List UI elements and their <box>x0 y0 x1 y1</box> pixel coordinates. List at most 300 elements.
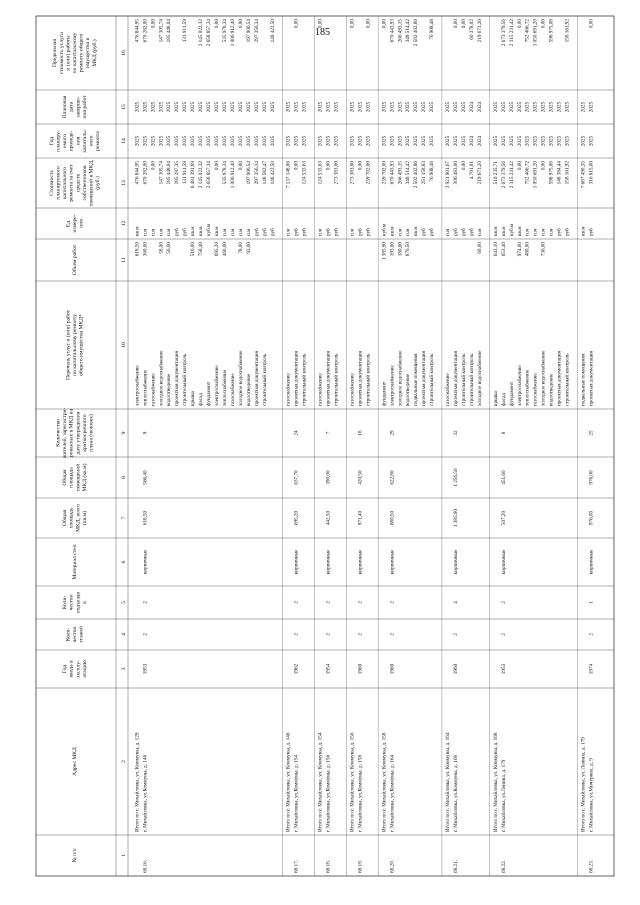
work-year: 2025 <box>532 135 539 147</box>
work-limit: 476 844,95 <box>134 19 141 43</box>
work-volume: 736,00 <box>540 242 547 257</box>
work-finish: 2025 <box>166 101 173 113</box>
entrances: 2 <box>293 601 300 604</box>
work-cost: 7 137 148,06 <box>285 161 292 189</box>
column-number: 14 <box>121 138 127 144</box>
work-finish: 2025 <box>357 101 364 113</box>
work-name: электроснабжение <box>516 365 523 406</box>
column-header-text: (руб.) <box>95 176 102 190</box>
work-unit: кв.м <box>516 226 523 236</box>
address-line: г. Михайловка, ул.Коммуны, д. 164 <box>389 754 396 832</box>
column-header-text: рованных в МКД на <box>68 408 75 458</box>
column-header-text: (кв.м) <box>81 510 88 526</box>
work-volume: 643,10 <box>492 242 499 257</box>
column-number: 9 <box>121 431 127 435</box>
column-header-text: помещений в МКД, <box>88 159 95 207</box>
area-total: 442,50 <box>325 510 332 526</box>
work-cost: 0,00 <box>150 161 157 171</box>
work-unit: кв.м <box>214 226 221 236</box>
work-volume: 974,00 <box>516 242 523 257</box>
column-header-text: по капитальному <box>72 32 78 74</box>
work-cost: 197 906,54 <box>245 161 252 185</box>
work-volume: 58,00 <box>158 242 165 254</box>
address-total-line: Итого по г. Михайловка, ул. Ленина, д. 179 <box>580 737 587 832</box>
work-limit: 0,00 <box>293 19 300 29</box>
work-cost: 148 422,50 <box>269 161 276 185</box>
column-number: 3 <box>121 667 127 671</box>
area-total: 971,40 <box>357 510 364 526</box>
work-unit: п.м <box>229 228 236 236</box>
column-number: 12 <box>121 220 127 227</box>
column-header-text: Ед. <box>65 219 72 228</box>
work-unit: п.м <box>142 228 149 236</box>
entrances: 4 <box>453 601 460 604</box>
work-name: водоотведение <box>548 373 555 406</box>
work-cost: 0,00 <box>325 161 332 171</box>
work-name: холодное водоснабжение <box>397 350 404 406</box>
work-year: 2025 <box>222 135 229 147</box>
address-line: г. Михайловка, ул.Ленина, д. 179 <box>500 759 507 832</box>
work-limit: 0,00 <box>214 19 221 29</box>
work-finish: 2025 <box>333 101 340 113</box>
work-finish: 2025 <box>508 101 515 113</box>
address-line: г. Михайловка, ул.Коммуны, д. 146 <box>142 754 149 832</box>
work-year: 2025 <box>365 135 372 147</box>
work-cost: 0,00 <box>540 161 547 171</box>
row-number: 68.22. <box>500 860 507 873</box>
work-cost: 266 493,15 <box>397 161 404 185</box>
residents: 29 <box>389 430 396 436</box>
column-number: 1 <box>121 854 127 857</box>
column-header-text: капиталь- <box>81 129 88 153</box>
row-number: 68.18. <box>325 860 332 873</box>
work-year: 2025 <box>548 135 555 147</box>
work-year: 2025 <box>142 135 149 147</box>
work-volume: 516,00 <box>190 242 197 257</box>
work-year: 2025 <box>397 135 404 147</box>
work-unit: кв.м <box>389 226 396 236</box>
work-cost: 147 305,74 <box>158 161 165 185</box>
work-limit: 0,00 <box>349 19 356 29</box>
work-finish: 2025 <box>548 101 555 113</box>
work-name: холодное водоснабжение <box>476 350 483 406</box>
work-unit: п.м <box>285 228 292 236</box>
work-unit: руб <box>357 228 364 236</box>
work-name: фундамент <box>381 381 388 406</box>
work-year: 2025 <box>269 135 276 147</box>
work-volume: 193,00 <box>389 242 396 257</box>
work-unit: руб <box>325 228 332 236</box>
floors: 2 <box>357 633 364 636</box>
work-name: фасад <box>198 393 205 406</box>
work-name: подвальные помещения <box>413 353 420 406</box>
work-unit: п.м <box>532 228 539 236</box>
work-year: 2025 <box>206 135 213 147</box>
work-name: строительный контроль <box>261 353 268 406</box>
column-header-text: Стоимость <box>48 170 55 196</box>
work-finish: 2025 <box>532 101 539 113</box>
work-volume: 618,50 <box>134 242 141 257</box>
column-header-text: по капитальному ремонту <box>72 314 78 376</box>
column-header-text: ного <box>88 135 95 147</box>
work-limit: 0,00 <box>461 19 468 29</box>
area-premises: 566,40 <box>142 470 149 485</box>
work-name: газоснабжение <box>445 373 452 406</box>
work-finish: 2025 <box>237 101 244 113</box>
work-year: 2025 <box>588 135 595 147</box>
column-number: 8 <box>121 476 127 479</box>
work-year: 2025 <box>492 135 499 147</box>
work-limit: 158 161,92 <box>564 19 571 43</box>
work-name: фасад <box>500 393 507 406</box>
work-year: 2025 <box>556 135 563 147</box>
address-total-line: Итого по г. Михайловка, ул. Коммуны, д. 156 <box>349 732 356 832</box>
work-finish: 2025 <box>556 101 563 113</box>
work-cost: 670 282,00 <box>142 161 149 185</box>
work-year: 2025 <box>134 135 141 147</box>
work-limit: 148 422,50 <box>269 19 276 43</box>
work-finish: 2025 <box>317 101 324 113</box>
work-finish: 2025 <box>269 101 276 113</box>
work-unit: п.м <box>476 228 483 236</box>
work-finish: 2025 <box>293 101 300 113</box>
work-finish: 2025 <box>564 101 571 113</box>
work-cost: 4 701,01 <box>468 161 475 180</box>
area-premises: 637,70 <box>293 470 300 485</box>
work-unit: руб <box>461 228 468 236</box>
work-finish: 2025 <box>397 101 404 113</box>
column-header-text: Год <box>48 136 55 146</box>
work-limit: 0,00 <box>150 19 157 29</box>
column-header-text: капитального <box>62 166 69 200</box>
residents: 32 <box>453 430 460 436</box>
row-number: 68.23. <box>588 860 595 873</box>
work-year: 2025 <box>540 135 547 147</box>
work-name: электроснабжение <box>134 365 141 406</box>
work-finish: 2025 <box>389 101 396 113</box>
area-total: 1 385,90 <box>453 508 460 528</box>
work-finish: 2025 <box>158 101 165 113</box>
wall-material: кирпичные <box>588 549 595 575</box>
work-name: строительный контроль <box>301 353 308 406</box>
residents: 24 <box>293 430 300 436</box>
work-year: 2025 <box>198 135 205 147</box>
work-finish: 2025 <box>190 101 197 113</box>
work-cost: 752 466,72 <box>524 161 531 185</box>
column-header-text: измере- <box>72 214 78 233</box>
work-name: крыша <box>190 391 197 406</box>
work-name: строительный контроль <box>468 353 475 406</box>
column-header-text: емого <box>62 134 69 148</box>
column-header-text: помещений <box>75 463 82 492</box>
work-year: 2025 <box>150 135 157 147</box>
column-header-text: атацию <box>81 660 88 678</box>
column-header-text: жителей, зарегистри- <box>62 407 69 459</box>
work-name: газоснабжение <box>150 373 157 406</box>
area-total: 695,20 <box>293 510 300 526</box>
work-unit: п.м <box>405 228 412 236</box>
work-year: 2025 <box>325 135 332 147</box>
residents: 7 <box>325 431 332 435</box>
work-year: 2025 <box>301 135 308 147</box>
column-header-text: общего имущества МКД* <box>78 314 85 376</box>
work-name: проектная документация <box>174 351 181 406</box>
address-total-line: Итого по г. Михайловка, ул. Коммуны, д. 146 <box>285 732 292 832</box>
work-limit: 76 908,48 <box>429 19 436 40</box>
work-cost: 0,00 <box>293 161 300 171</box>
work-limit: 752 466,72 <box>524 19 531 43</box>
column-header-text: площадь <box>68 467 75 488</box>
column-number: 11 <box>121 257 127 263</box>
work-finish: 2025 <box>516 101 523 113</box>
year-built: 1953 <box>142 663 149 675</box>
work-volume: 695,20 <box>214 242 221 257</box>
work-name: холодное водоснабжение <box>237 350 244 406</box>
work-year: 2025 <box>285 135 292 147</box>
work-finish: 2025 <box>134 101 141 113</box>
work-unit: руб <box>293 228 300 236</box>
work-unit: п.м <box>237 228 244 236</box>
row-number: 68.21. <box>453 860 460 873</box>
column-header-text: краткосрочного <box>81 414 88 452</box>
work-unit: п.м <box>540 228 547 236</box>
work-name: газоснабжение <box>349 373 356 406</box>
entrances: 1 <box>588 601 595 604</box>
column-header-text: Объем работ <box>72 244 78 276</box>
column-header-text: ния <box>78 219 85 228</box>
work-limit: 0,00 <box>237 19 244 29</box>
work-name: проектная документация <box>325 351 332 406</box>
work-cost: 535 978,34 <box>222 161 229 185</box>
work-name: водоотведение <box>166 373 173 406</box>
work-finish: 2025 <box>229 101 236 113</box>
work-cost: 239 702,00 <box>365 161 372 185</box>
entrances: 2 <box>500 601 507 604</box>
work-finish: 2025 <box>580 101 587 113</box>
work-limit: 131 911,59 <box>182 19 189 43</box>
floors: 2 <box>142 633 149 636</box>
work-volume: 56,00 <box>166 242 173 254</box>
work-limit: 670 282,00 <box>142 19 149 43</box>
work-year: 2025 <box>500 135 507 147</box>
work-unit: руб <box>301 228 308 236</box>
work-cost: 219 673,20 <box>476 161 483 185</box>
column-number: 16 <box>121 50 127 56</box>
column-header-text: чество <box>68 594 75 611</box>
residents: 9 <box>142 431 149 435</box>
wall-material: кирпичные <box>389 549 396 575</box>
area-premises: 420,50 <box>357 470 364 485</box>
column-header-text: Предельная <box>52 39 59 67</box>
column-header-text: ремонта за счет <box>68 164 75 202</box>
work-cost: 185 287,35 <box>174 161 181 185</box>
work-limit: 2 145 022,32 <box>198 19 205 47</box>
work-cost: 598 975,08 <box>548 161 555 185</box>
work-finish: 2024 <box>476 101 483 113</box>
work-limit: 197 906,54 <box>245 19 252 43</box>
work-volume: 870,50 <box>405 242 412 257</box>
residents: 18 <box>357 430 364 436</box>
area-premises: 451,60 <box>500 470 507 485</box>
work-name: газоснабжение <box>532 373 539 406</box>
work-finish: 2025 <box>214 101 221 113</box>
column-header-text: подъездо <box>75 591 82 614</box>
work-limit: 0,00 <box>453 19 460 29</box>
work-year: 2025 <box>214 135 221 147</box>
work-cost: 2 502 402,86 <box>413 161 420 189</box>
work-name: газоснабжение <box>229 373 236 406</box>
work-finish: 2025 <box>405 101 412 113</box>
work-cost: 0,00 <box>237 161 244 171</box>
row-number: 68.19. <box>357 860 364 873</box>
entrances: 2 <box>389 601 396 604</box>
work-cost: 1 006 912,40 <box>229 161 236 189</box>
year-built: 1960 <box>453 663 460 675</box>
work-volume: 1 385,90 <box>381 242 388 261</box>
work-year: 2025 <box>349 135 356 147</box>
column-header-text: МКД, всего <box>75 504 82 532</box>
work-volume: 78,00 <box>237 242 244 254</box>
column-header-text: Адрес МКД <box>72 747 78 776</box>
column-header-text: ния <box>75 136 82 146</box>
work-year: 2025 <box>445 135 452 147</box>
work-name: теплоснабжение <box>222 369 229 406</box>
work-cost: 670 443,93 <box>389 161 396 185</box>
column-number: 2 <box>121 760 127 763</box>
work-cost: 3 921 901,67 <box>445 161 452 189</box>
work-finish: 2025 <box>253 101 260 113</box>
column-header-text: и (или) работы <box>65 35 72 71</box>
work-cost: 148 384,44 <box>556 161 563 185</box>
column-header-text: Плановая <box>62 95 69 119</box>
work-limit: 0,00 <box>381 19 388 29</box>
column-header-text: Материал стен <box>72 544 78 580</box>
work-name: теплоснабжение <box>142 369 149 406</box>
work-limit: 1 050 691,20 <box>532 19 539 47</box>
column-header-text: в <box>81 601 88 604</box>
work-year: 2025 <box>381 135 388 147</box>
work-name: газоснабжение <box>317 373 324 406</box>
column-header-text: Коли- <box>62 595 69 610</box>
floors: 2 <box>293 633 300 636</box>
work-limit: 0,00 <box>540 19 547 29</box>
wall-material: кирпичные <box>357 549 364 575</box>
work-year: 2025 <box>524 135 531 147</box>
column-header-text: ния работ <box>81 95 88 119</box>
work-finish: 2025 <box>429 101 436 113</box>
work-unit: руб <box>365 228 372 236</box>
work-year: 2025 <box>333 135 340 147</box>
work-unit: кв.м <box>500 226 507 236</box>
work-limit: 219 673,20 <box>476 19 483 43</box>
work-unit: руб <box>588 228 595 236</box>
area-premises: 976,00 <box>588 470 595 485</box>
column-header-text: Год <box>62 664 69 674</box>
work-year: 2025 <box>229 135 236 147</box>
work-year: 2025 <box>190 135 197 147</box>
work-name: холодное водоснабжение <box>540 350 547 406</box>
column-header-text: Коли- <box>65 627 72 642</box>
work-name: проектная документация <box>253 351 260 406</box>
work-unit: руб <box>468 228 475 236</box>
column-header-text: дату утверждения <box>75 411 82 455</box>
work-finish: 2025 <box>261 101 268 113</box>
work-name: строительный контроль <box>461 353 468 406</box>
work-unit: кв.м <box>134 226 141 236</box>
wall-material: кирпичные <box>293 549 300 575</box>
work-unit: п.м <box>548 228 555 236</box>
work-name: проектная документация <box>421 351 428 406</box>
work-year: 2025 <box>413 135 420 147</box>
address-total-line: Итого по г. Михайловка, ул. Коммуны, д. 164 <box>445 732 452 832</box>
work-finish: 2025 <box>325 101 332 113</box>
work-limit: 297 356,34 <box>253 19 260 43</box>
work-name: проектная документация <box>293 351 300 406</box>
work-unit: п.м <box>524 228 531 236</box>
work-name: строительный контроль <box>429 353 436 406</box>
work-year: 2025 <box>564 135 571 147</box>
work-cost: 0,00 <box>516 161 523 171</box>
floors: 2 <box>500 633 507 636</box>
row-number: 68.20. <box>389 860 396 873</box>
column-header-text: стоимость услуги <box>58 31 65 75</box>
area-premises: 622,80 <box>389 470 396 485</box>
work-cost: 124 533,63 <box>301 161 308 185</box>
work-limit: 348 514,42 <box>405 19 412 43</box>
address-line: г. Михайловка, ул.Коммуны, д. 168 <box>453 754 460 832</box>
work-unit: кв.м <box>413 226 420 236</box>
work-finish: 2025 <box>540 101 547 113</box>
area-premises: 390,00 <box>325 470 332 485</box>
work-finish: 2025 <box>206 101 213 113</box>
work-limit: 535 978,34 <box>222 19 229 43</box>
work-limit: 2 315 231,42 <box>508 19 515 47</box>
area-premises: 1 256,50 <box>453 468 460 487</box>
address-line: г. Михайловка, ул.Коммуны, д. 156 <box>325 754 332 832</box>
address-total-line: Итого по г. Михайловка, ул. Коммуны, д. 129 <box>134 732 141 832</box>
address-line: г. Михайловка, ул.Коммуны, д. 154 <box>293 754 300 832</box>
work-limit: 2 502 402,86 <box>413 19 420 47</box>
floors: 2 <box>325 633 332 636</box>
work-cost: 297 356,34 <box>253 161 260 185</box>
work-finish: 2025 <box>198 101 205 113</box>
column-number: 7 <box>121 516 127 520</box>
page-number: 185 <box>315 27 330 38</box>
work-finish: 2025 <box>349 101 356 113</box>
work-name: строительный контроль <box>564 353 571 406</box>
column-header-text: ввода в <box>68 660 75 678</box>
work-name: фундамент <box>206 381 213 406</box>
work-limit: 598 975,08 <box>548 19 555 43</box>
work-unit: руб <box>261 228 268 236</box>
work-name: водоотведение <box>405 373 412 406</box>
work-cost: 273 383,00 <box>333 161 340 185</box>
work-unit: руб <box>556 228 563 236</box>
year-built: 1953 <box>500 663 507 675</box>
work-name: проектная документация <box>556 351 563 406</box>
column-header-text: ремонта <box>95 131 102 151</box>
work-finish: 2025 <box>524 101 531 113</box>
work-limit: 0,00 <box>317 19 324 29</box>
address-total-line: Итого по г. Михайловка, ул. Коммуны, д. 168 <box>492 732 499 832</box>
work-finish: 2025 <box>445 101 452 113</box>
work-year: 2024 <box>476 135 483 147</box>
work-cost: 510 235,71 <box>492 161 499 185</box>
work-finish: 2025 <box>421 101 428 113</box>
work-name: проектная документация <box>453 351 460 406</box>
year-built: 1974 <box>588 663 595 675</box>
work-name: проектная документация <box>588 351 595 406</box>
